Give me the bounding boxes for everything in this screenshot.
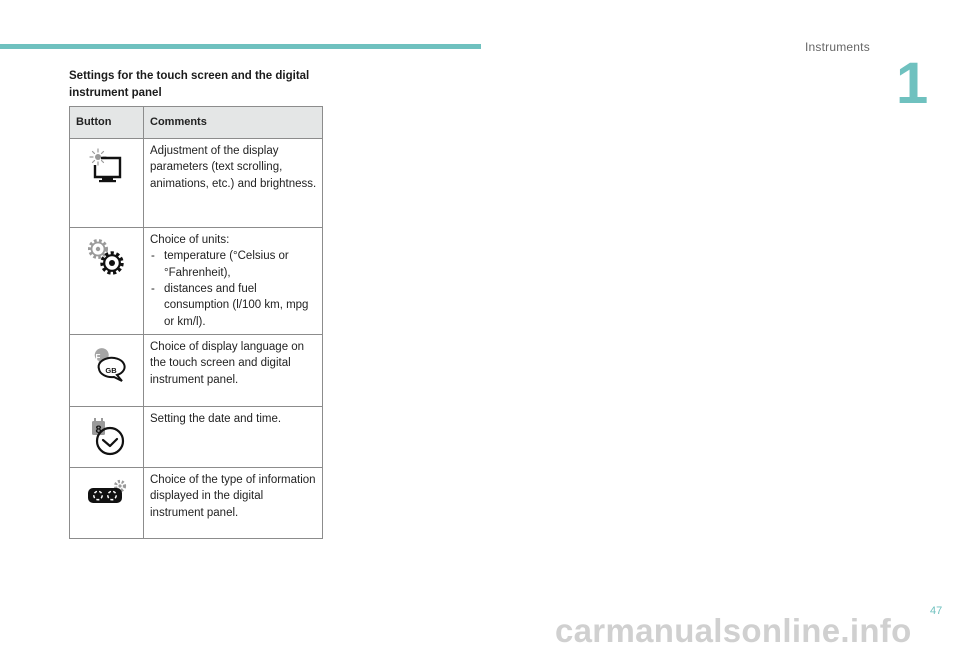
comment-text: Choice of display language on the touch screen and digital instrument panel. bbox=[150, 340, 305, 386]
language-bubble-icon bbox=[87, 343, 127, 388]
watermark: carmanualsonline.info bbox=[555, 612, 912, 649]
icon-digit: 8 bbox=[94, 423, 102, 436]
chapter-number: 1 bbox=[896, 51, 929, 116]
button-cell bbox=[70, 228, 144, 335]
button-cell bbox=[70, 334, 144, 406]
list-item: - distances and fuel consumption (l/100 km, mpg or km/l). bbox=[150, 281, 318, 330]
table-row bbox=[70, 406, 323, 467]
comment-cell bbox=[144, 228, 323, 335]
comment-cell bbox=[144, 334, 323, 406]
comment-text: Choice of the type of information displayed in the digital instrument panel. bbox=[150, 473, 316, 519]
column-header-button: Button bbox=[70, 107, 144, 139]
button-cell bbox=[70, 139, 144, 228]
units-list bbox=[150, 248, 318, 330]
icon-letter-f: F bbox=[95, 352, 100, 362]
icon-letter-gb: GB bbox=[104, 365, 117, 375]
units-gears-icon bbox=[85, 236, 129, 285]
table-row bbox=[70, 467, 323, 538]
section-label: Instruments bbox=[805, 40, 870, 54]
display-brightness-icon bbox=[87, 147, 127, 192]
settings-table bbox=[69, 106, 323, 539]
comment-cell bbox=[144, 467, 323, 538]
table-row bbox=[70, 228, 323, 335]
accent-bar bbox=[0, 44, 481, 49]
instrument-panel-settings-icon bbox=[85, 476, 129, 517]
comment-text: Adjustment of the display parameters (text scrolling, animations, etc.) and brightness. bbox=[150, 145, 317, 190]
table-row bbox=[70, 334, 323, 406]
button-cell bbox=[70, 467, 144, 538]
column-header-comments: Comments bbox=[144, 107, 323, 139]
button-cell bbox=[70, 406, 144, 467]
list-item: - temperature (°Celsius or °Fahrenheit), bbox=[150, 248, 318, 281]
table-row bbox=[70, 139, 323, 228]
comment-text: Choice of units: bbox=[150, 234, 230, 246]
comment-text: Setting the date and time. bbox=[150, 412, 282, 425]
comment-cell bbox=[144, 406, 323, 467]
table-header-row bbox=[70, 107, 323, 139]
comment-cell bbox=[144, 139, 323, 228]
section-heading: Settings for the touch screen and the digital instrument panel bbox=[69, 70, 310, 99]
date-time-icon bbox=[85, 415, 129, 464]
page-number: 47 bbox=[930, 605, 943, 617]
